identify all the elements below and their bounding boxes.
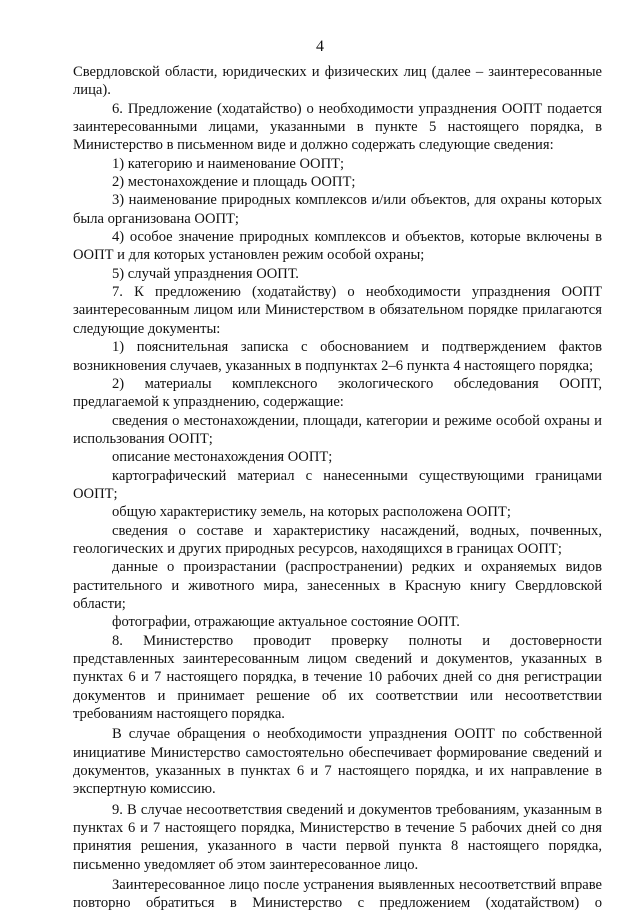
paragraph-item-9: 9. В случае несоответствия сведений и документов требованиям, указанным в пунктах 6 и 7 настоящего порядка, Министерство в течение 5 рабочих дней со дня принятия решения, указанного в части первой пункта 8 настоящего порядка, письменно уведомляет об этом заинтересованное лицо.	[73, 801, 602, 873]
list-subitem-resources: сведения о составе и характеристику насаждений, водных, почвенных, геологических и других природных ресурсов, находящихся в границах ООПТ;	[73, 522, 602, 557]
list-item-6-3: 3) наименование природных комплексов и/или объектов, для охраны которых была организована ООПТ;	[73, 192, 602, 227]
list-item-6-1: 1) категорию и наименование ООПТ;	[112, 155, 345, 172]
page-number: 4	[316, 38, 324, 55]
list-item-6-5: 5) случай упразднения ООПТ.	[112, 265, 299, 282]
paragraph-item-6: 6. Предложение (ходатайство) о необходимости упразднения ООПТ подается заинтересованными лицами, указанными в пункте 5 настоящего порядка, в Министерство в письменном виде и должно содержать следующие сведения:	[73, 100, 602, 154]
list-subitem-rare-species: данные о произрастании (распространении) редких и охраняемых видов растительного и животного мира, занесенных в Красную книгу Свердловской области;	[73, 559, 602, 612]
paragraph-intro-continuation: Свердловской области, юридических и физических лиц (далее – заинтересованные лица).	[73, 64, 602, 99]
list-item-6-2: 2) местонахождение и площадь ООПТ;	[112, 174, 356, 191]
document-body	[73, 63, 602, 913]
paragraph-item-8: 8. Министерство проводит проверку полноты и достоверности представленных заинтересованным лицом сведений и документов, указанных в пунктах 6 и 7 настоящего порядка, в течение 10 рабочих дней со дня регистрации документов и принимает решение об их соответствии или несоответствии требованиям настоящего порядка.	[73, 632, 602, 723]
list-subitem-photographs: фотографии, отражающие актуальное состояние ООПТ.	[112, 614, 460, 631]
list-subitem-land-characteristics: общую характеристику земель, на которых расположена ООПТ;	[112, 504, 511, 521]
list-item-7-1: 1) пояснительная записка с обоснованием и подтверждением фактов возникновения случаев, указанных в подпунктах 2–6 пункта 4 настоящего порядка;	[73, 339, 602, 374]
list-item-6-4: 4) особое значение природных комплексов и объектов, которые включены в ООПТ и для которых установлен режим особой охраны;	[73, 229, 602, 264]
paragraph-item-7: 7. К предложению (ходатайству) о необходимости упразднения ООПТ заинтересованным лицом или Министерством в обязательном порядке прилагаются следующие документы:	[73, 284, 602, 337]
paragraph-repeat-application: Заинтересованное лицо после устранения выявленных несоответствий вправе повторно обратиться в Министерство с предложением (ходатайством) о	[73, 877, 602, 912]
list-item-7-2: 2) материалы комплексного экологического обследования ООПТ, предлагаемой к упразднению, содержащие:	[73, 375, 602, 411]
paragraph-own-initiative: В случае обращения о необходимости упразднения ООПТ по собственной инициативе Министерство самостоятельно обеспечивает формирование сведений и документов, указанных в пунктах 6 и 7 настоящего порядка, и их направление в экспертную комиссию.	[73, 726, 602, 798]
list-subitem-cartographic-material: картографический материал с нанесенными существующими границами ООПТ;	[73, 467, 602, 502]
list-subitem-location-info: сведения о местонахождении, площади, категории и режиме особой охраны и использования ООПТ;	[73, 412, 602, 447]
list-subitem-location-description: описание местонахождения ООПТ;	[112, 449, 333, 466]
